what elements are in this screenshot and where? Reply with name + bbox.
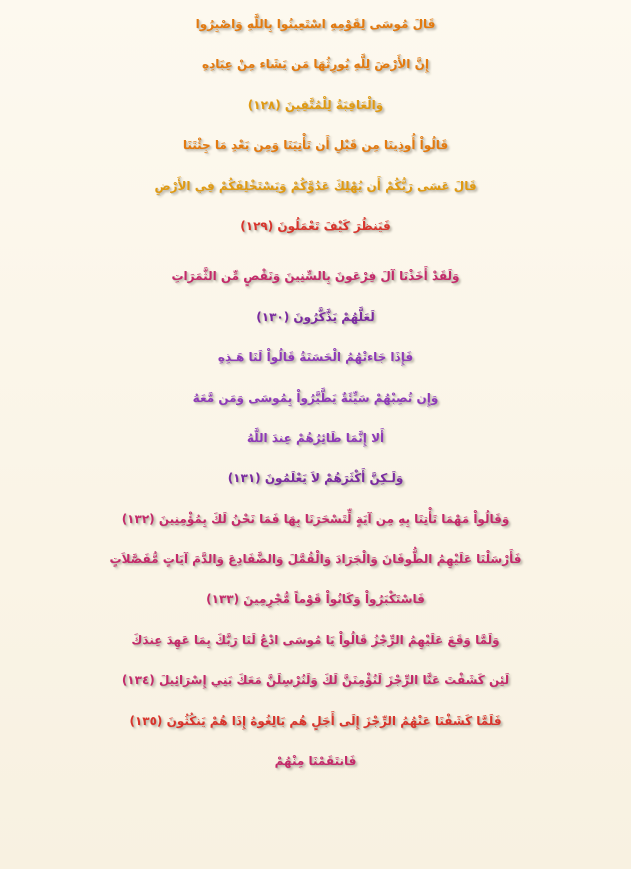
verse-line: إِنَّ الأَرْضَ لِلَّهِ يُورِثُهَا مَن يَشَاء مِنْ عِبَادِهِ (202, 57, 429, 72)
verse-line: وَقَالُواْ مَهْمَا تَأْتِنَا بِهِ مِن آيَةٍ لِّتَسْحَرَنَا بِهَا فَمَا نَحْنُ لَكَ بِمُؤْمِنِينَ (١٣٢) (121, 511, 510, 526)
verse-line: فَأَرْسَلْنَا عَلَيْهِمُ الطُّوفَانَ وَالْجَرَادَ وَالْقُمَّلَ وَالضَّفَادِعَ وَالدَّمَ آيَاتٍ مُّفَصَّلاَتٍ (109, 552, 522, 567)
verse-line: وَلَقَدْ أَخَذْنَا آلَ فِرْعَونَ بِالسِّنِينَ وَنَقْصٍ مِّن الثَّمَرَاتِ (171, 269, 460, 284)
verse-divider (0, 246, 631, 256)
verse-line: فَيَنظُرَ كَيْفَ تَعْمَلُونَ (١٢٩) (240, 218, 391, 233)
verse-line: فَانتَقَمْنَا مِنْهُمْ (274, 754, 357, 769)
verse-line: فَإِذَا جَاءتْهُمُ الْحَسَنَةُ قَالُواْ لَنَا هَـذِهِ (217, 350, 414, 365)
verse-line: قَالَ مُوسَى لِقَوْمِهِ اسْتَعِينُوا بِاللَّهِ وَاصْبِرُوا (195, 17, 436, 31)
verse-line: وَإِن تُصِبْهُمْ سَيِّئَةٌ يَطَّيَّرُواْ بِمُوسَى وَمَن مَّعَهُ (192, 390, 439, 405)
verse-line: قَالَ عَسَى رَبُّكُمْ أَن يُهْلِكَ عَدُوَّكُمْ وَيَسْتَخْلِفَكُمْ فِي الأَرْضِ (154, 178, 477, 193)
verse-line: لَعَلَّهُمْ يَذَّكَّرُونَ (١٣٠) (256, 309, 375, 324)
verse-line: وَالْعَاقِبَةُ لِلْمُتَّقِينَ (١٢٨) (247, 97, 384, 112)
verse-line: فَاسْتَكْبَرُواْ وَكَانُواْ قَوْماً مُّجْرِمِينَ (١٣٣) (206, 592, 425, 607)
verse-line: أَلا إِنَّمَا طَائِرُهُمْ عِندَ اللَّهُ (246, 430, 385, 445)
verse-line: وَلَـكِنَّ أَكْثَرَهُمْ لاَ يَعْلَمُونَ (١٣١) (227, 471, 404, 486)
verse-line: وَلَمَّا وَقَعَ عَلَيْهِمُ الرِّجْزُ قَالُواْ يَا مُوسَى ادْعُ لَنَا رَبَّكَ بِمَا عَهِدَ عِندَكَ (131, 632, 500, 647)
verse-list (0, 4, 631, 781)
verse-line: فَلَمَّا كَشَفْنَا عَنْهُمُ الرِّجْزَ إِلَى أَجَلٍ هُم بَالِغُوهُ إِذَا هُمْ يَنكُثُونَ (١٣٥) (129, 713, 502, 728)
verse-line: قَالُواْ أُوذِينَا مِن قَبْلِ أَن تَأْتِيَنَا وَمِن بَعْدِ مَا جِئْتَنَا (182, 138, 449, 153)
verse-line: لَئِن كَشَفْتَ عَنَّا الرِّجْزَ لَنُؤْمِنَنَّ لَكَ وَلَنُرْسِلَنَّ مَعَكَ بَنِي إِسْرَائِيلَ (١٣٤) (121, 673, 510, 688)
